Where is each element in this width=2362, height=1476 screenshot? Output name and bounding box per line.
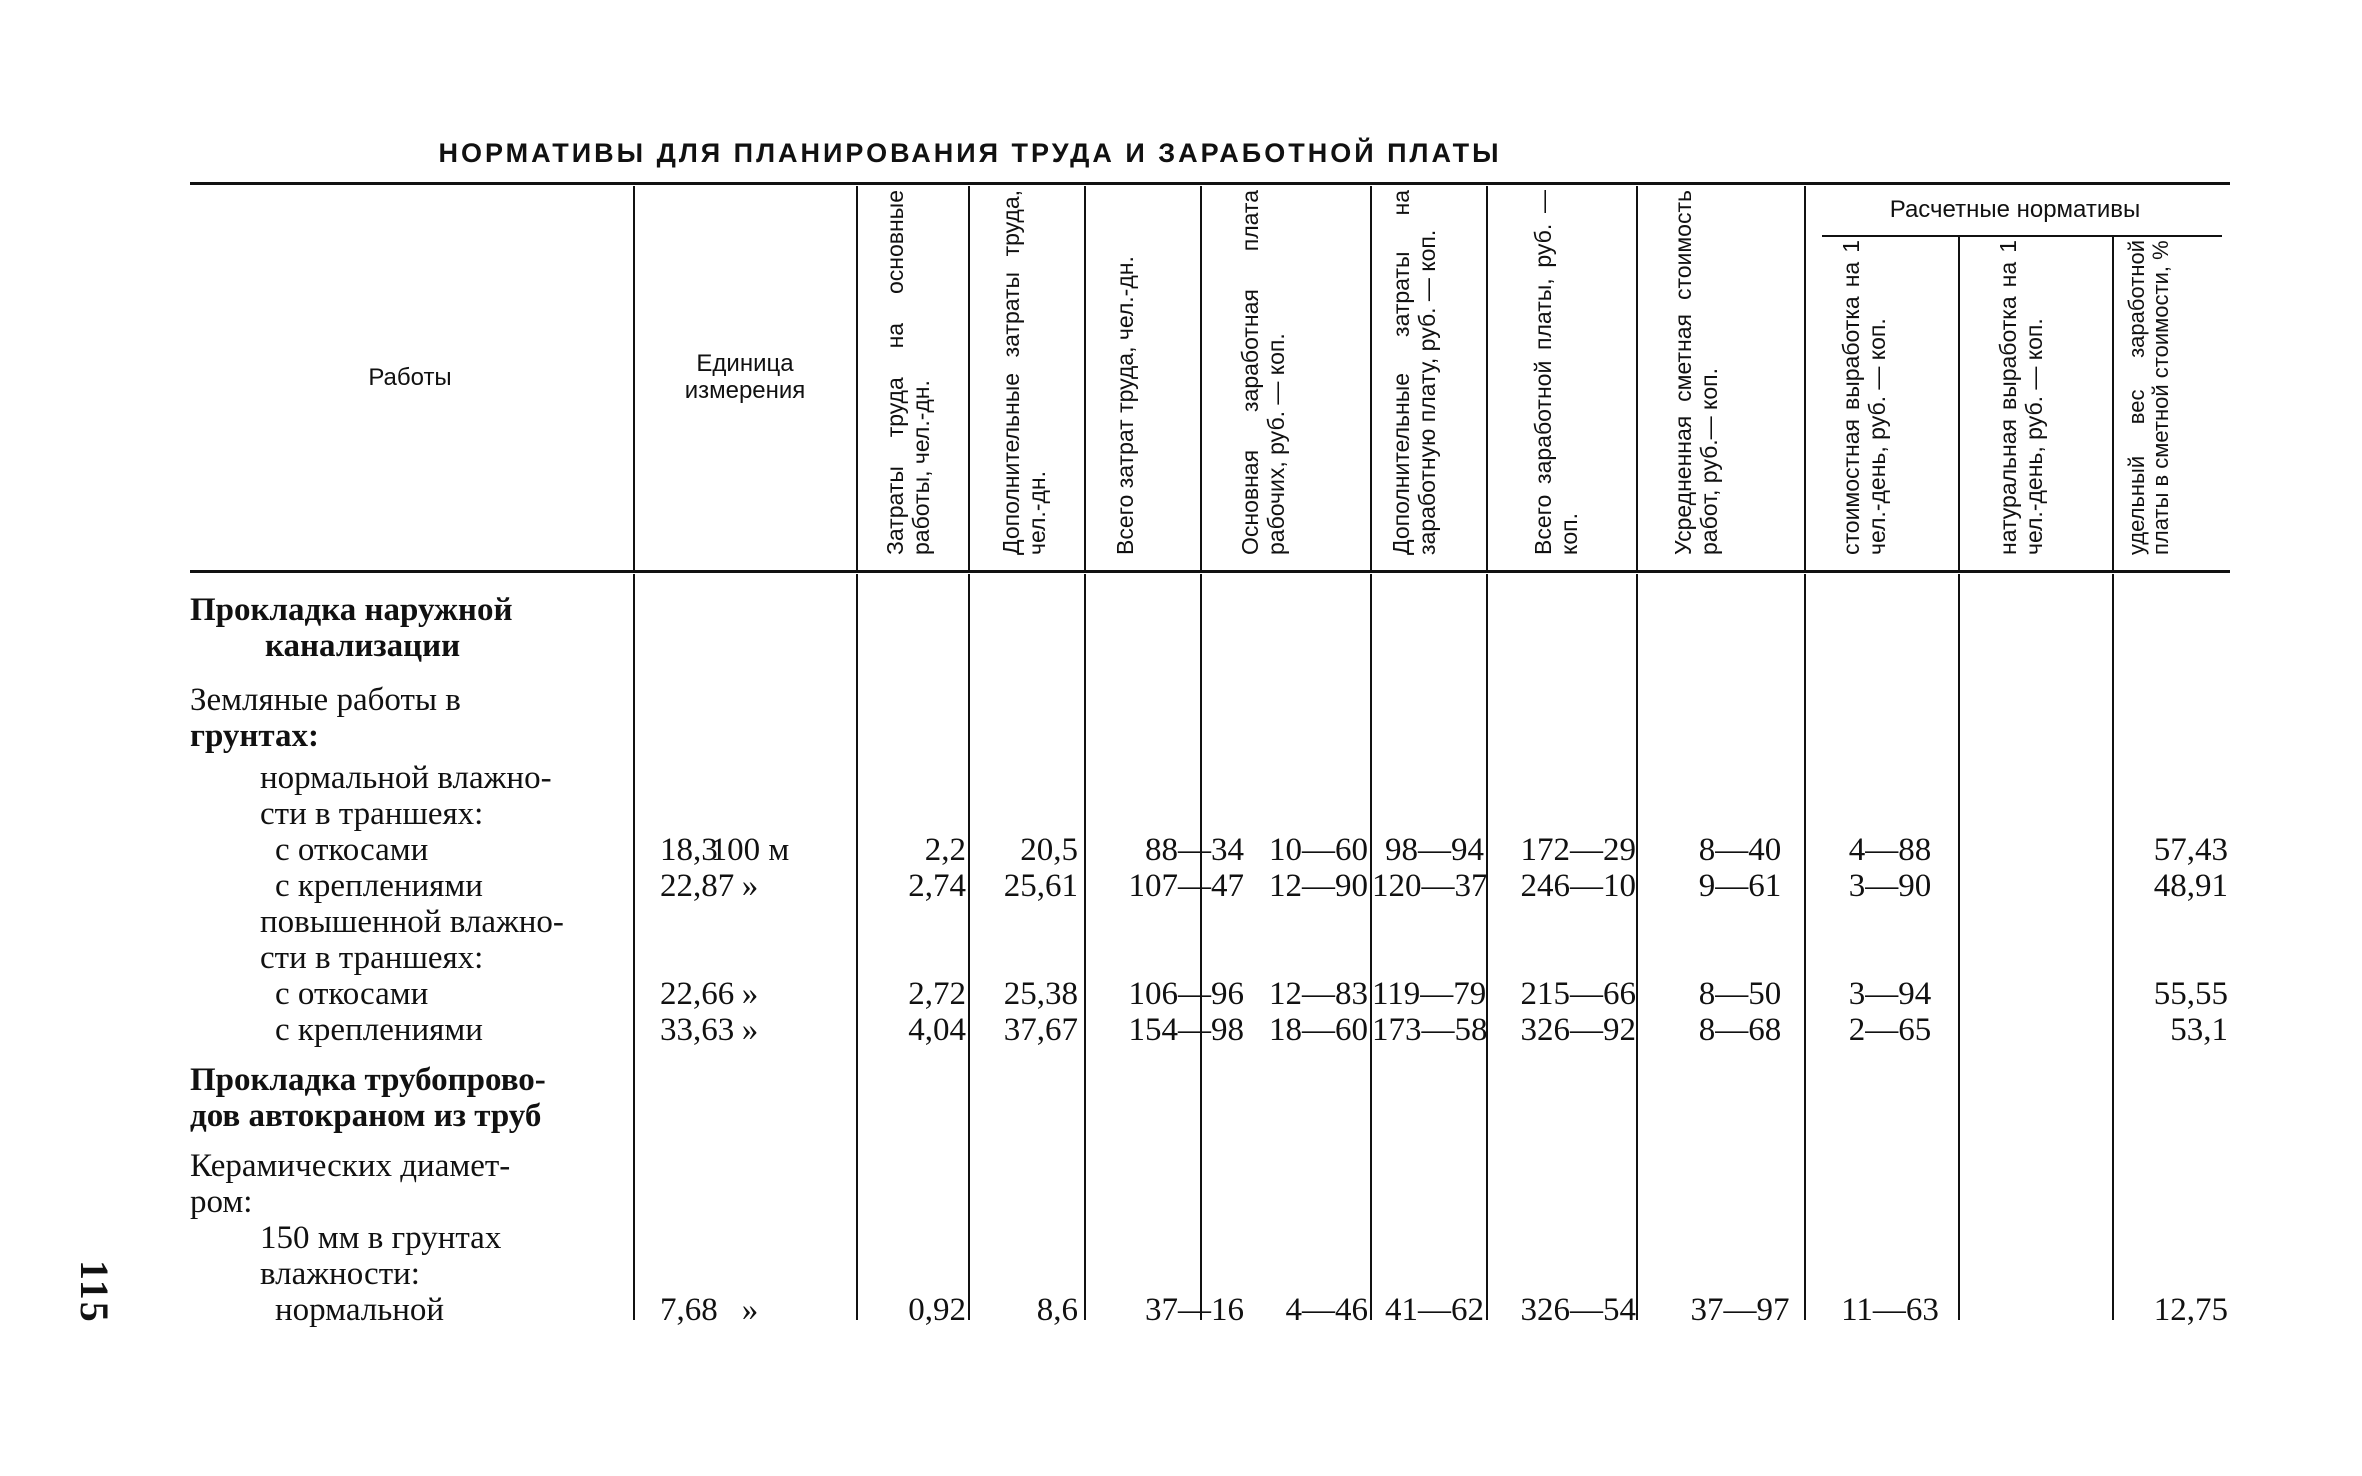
value-cell: 48,91 [2153, 868, 2228, 904]
header-bottom-rule [190, 570, 2230, 573]
work-label: Прокладка наружной [190, 592, 513, 628]
value-cell: 0,92 [908, 1292, 966, 1328]
work-label: с креплениями [275, 868, 483, 904]
value-cell: 107—47 [1128, 868, 1244, 904]
value-cell: 12—90 [1269, 868, 1368, 904]
value-cell: 10—60 [1269, 832, 1368, 868]
header-unit: Единица измерения [684, 350, 806, 404]
col-rule [1370, 186, 1372, 570]
header-wage-share: удельный вес заработной платы в сметной стоимости, % [2124, 240, 2173, 555]
col-rule [1486, 186, 1488, 570]
value-cell: 8—50 [1698, 976, 1782, 1012]
header-base-wage: Основная заработная плата рабочих, руб. — коп. [1237, 190, 1289, 555]
value-cell: 88—34 [1145, 832, 1244, 868]
value-cell: 8—68 [1698, 1012, 1782, 1048]
col-rule [856, 186, 858, 570]
work-label: нормальной влажно- [260, 760, 552, 796]
value-cell: 20,5 [1020, 832, 1078, 868]
value-cell: 106—96 [1128, 976, 1244, 1012]
header-extra-wage: Дополнительные затраты на заработную плату, руб. — коп. [1388, 190, 1440, 555]
value-cell: 172—29 [1520, 832, 1636, 868]
value-cell: 4—88 [1848, 832, 1932, 868]
value-cell: 25,38 [1003, 976, 1078, 1012]
table-row [190, 868, 2230, 904]
group-header-rule [1822, 235, 2222, 237]
work-label: канализации [265, 628, 461, 664]
unit-cell: » [741, 976, 759, 1012]
col-rule [1804, 186, 1806, 570]
header-works: Работы [368, 364, 452, 391]
table-row [190, 1098, 2230, 1134]
header-cost-output: стоимостная выработка на 1 чел.-день, руб. — коп. [1838, 240, 1890, 555]
work-label: с откосами [275, 832, 429, 868]
table-row [190, 760, 2230, 796]
work-label: нормальной [275, 1292, 445, 1328]
table-row [190, 682, 2230, 718]
col-rule [1636, 186, 1638, 570]
table-row [190, 592, 2230, 628]
header-labor-main: Затраты труда на основные работы, чел.-дн. [882, 190, 934, 555]
value-cell: 33,63 [660, 1012, 735, 1048]
table-row [190, 832, 2230, 868]
col-rule [968, 186, 970, 570]
value-cell: 55,55 [2153, 976, 2228, 1012]
work-label: сти в траншеях: [260, 940, 484, 976]
work-label: с откосами [275, 976, 429, 1012]
unit-cell: » [741, 1012, 759, 1048]
table-row [190, 904, 2230, 940]
value-cell: 3—90 [1848, 868, 1932, 904]
work-label: Прокладка трубопрово- [190, 1062, 546, 1098]
value-cell: 2,74 [908, 868, 966, 904]
value-cell: 11—63 [1841, 1292, 1939, 1328]
value-cell: 18—60 [1269, 1012, 1368, 1048]
value-cell: 215—66 [1520, 976, 1636, 1012]
work-label: ром: [190, 1184, 253, 1220]
value-cell: 246—10 [1520, 868, 1636, 904]
value-cell: 22,87 [660, 868, 735, 904]
table-row [190, 796, 2230, 832]
header-labor-total: Всего затрат труда, чел.-дн. [1112, 256, 1138, 555]
value-cell: 22,66 [660, 976, 735, 1012]
value-cell: 2,2 [924, 832, 966, 868]
work-label: 150 мм в грунтах [260, 1220, 502, 1256]
value-cell: 12—83 [1269, 976, 1368, 1012]
col-rule [1200, 186, 1202, 570]
work-label: повышенной влажно- [260, 904, 564, 940]
value-cell: 25,61 [1003, 868, 1078, 904]
table-row [190, 1148, 2230, 1184]
value-cell: 2—65 [1848, 1012, 1932, 1048]
value-cell: 41—62 [1385, 1292, 1484, 1328]
value-cell: 173—58 [1372, 1012, 1488, 1048]
value-cell: 326—54 [1520, 1292, 1636, 1328]
col-rule [2112, 237, 2114, 570]
value-cell: 37,67 [1003, 1012, 1078, 1048]
work-label: сти в траншеях: [260, 796, 484, 832]
value-cell: 8,6 [1036, 1292, 1078, 1328]
table-row [190, 1012, 2230, 1048]
table-row [190, 1062, 2230, 1098]
table-row [190, 1220, 2230, 1256]
col-rule [1084, 186, 1086, 570]
value-cell: 98—94 [1385, 832, 1484, 868]
value-cell: 119—79 [1372, 976, 1487, 1012]
col-rule [1958, 237, 1960, 570]
table-row [190, 1184, 2230, 1220]
value-cell: 4—46 [1285, 1292, 1368, 1328]
value-cell: 3—94 [1848, 976, 1932, 1012]
value-cell: 37—97 [1690, 1292, 1790, 1328]
work-label: грунтах: [190, 718, 320, 754]
value-cell: 12,75 [2153, 1292, 2228, 1328]
value-cell: 120—37 [1372, 868, 1488, 904]
unit-cell: » [741, 868, 759, 904]
value-cell: 37—16 [1145, 1292, 1244, 1328]
table-row [190, 976, 2230, 1012]
work-label: дов автокраном из труб [190, 1098, 542, 1134]
value-cell: 9—61 [1698, 868, 1782, 904]
unit-cell: 100 м [710, 832, 790, 868]
value-cell: 7,68 [660, 1292, 718, 1328]
table-top-rule [190, 182, 2230, 185]
table-row [190, 1256, 2230, 1292]
value-cell: 8—40 [1698, 832, 1782, 868]
work-label: Керамических диамет- [190, 1148, 511, 1184]
col-rule [633, 186, 635, 570]
value-cell: 4,04 [908, 1012, 966, 1048]
value-cell: 18,3 [660, 832, 718, 868]
table-row [190, 628, 2230, 664]
value-cell: 2,72 [908, 976, 966, 1012]
value-cell: 53,1 [2170, 1012, 2228, 1048]
work-label: влажности: [260, 1256, 420, 1292]
header-group: Расчетные нормативы [1889, 196, 2141, 223]
table-row [190, 1292, 2230, 1328]
value-cell: 57,43 [2153, 832, 2228, 868]
work-label: с креплениями [275, 1012, 483, 1048]
table-row [190, 718, 2230, 754]
header-labor-extra: Дополнительные затраты труда, чел.-дн. [998, 190, 1050, 555]
value-cell: 326—92 [1520, 1012, 1636, 1048]
page-title: НОРМАТИВЫ ДЛЯ ПЛАНИРОВАНИЯ ТРУДА И ЗАРАБОТНОЙ ПЛАТЫ [438, 138, 1502, 168]
header-estimate-cost: Усредненная сметная стоимость работ, руб.— коп. [1670, 190, 1722, 555]
header-total-wage: Всего заработной платы, руб. — коп. [1530, 190, 1582, 555]
work-label: Земляные работы в [190, 682, 461, 718]
value-cell: 154—98 [1128, 1012, 1244, 1048]
header-natural-output: натуральная выработка на 1 чел.-день, руб. — коп. [1995, 240, 2047, 555]
table-row [190, 940, 2230, 976]
page-number: 115 [72, 1260, 117, 1324]
unit-cell: » [741, 1292, 759, 1328]
